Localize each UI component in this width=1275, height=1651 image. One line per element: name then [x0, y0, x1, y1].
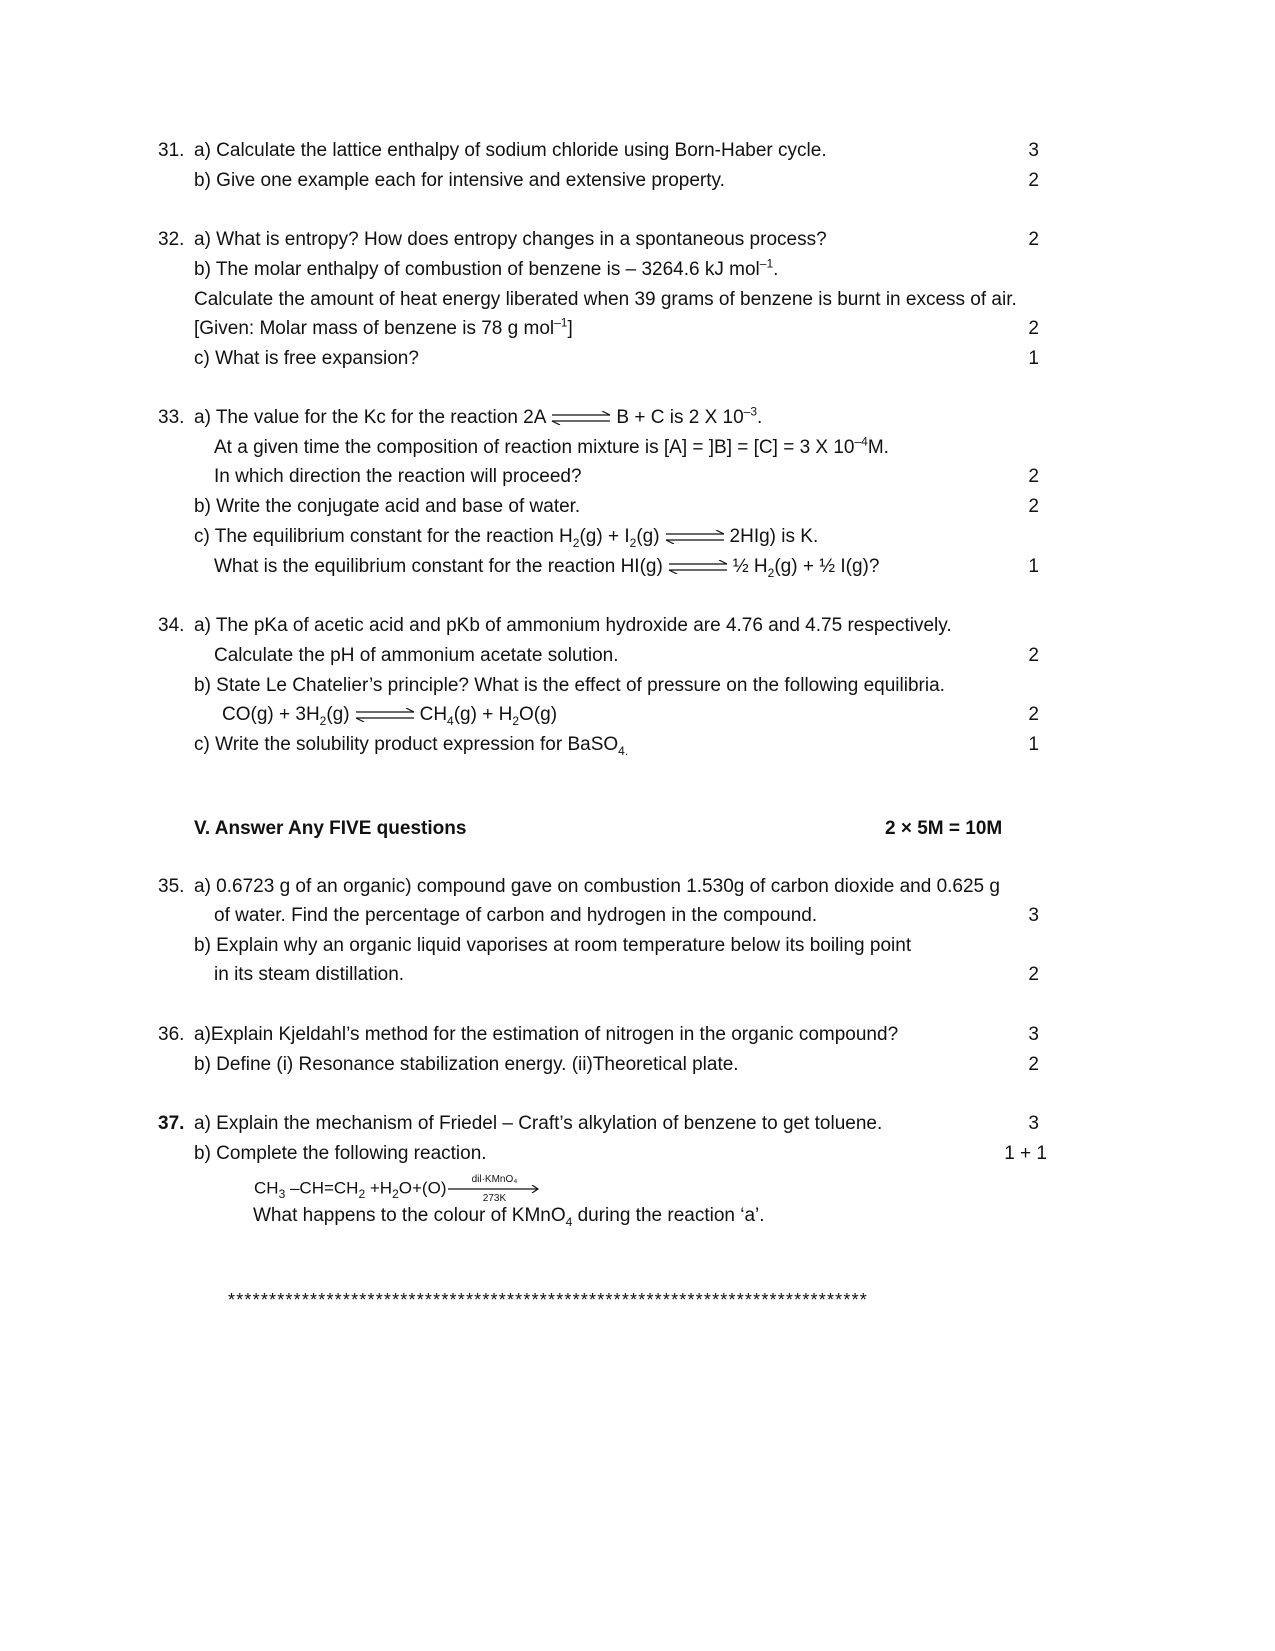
marks: 2 [1028, 170, 1039, 191]
question-text: a) 0.6723 g of an organic) compound gave on combustion 1.530g of carbon dioxide and 0.625 g [194, 876, 1000, 897]
question-text: b) Write the conjugate acid and base of water. [194, 496, 581, 517]
arrow-right-icon [448, 1185, 540, 1193]
section-marks: 2 × 5M = 10M [885, 818, 1003, 839]
question-text: c) Write the solubility product expression for BaSO$_{4.}$ [194, 734, 629, 758]
question-text: In which direction the reaction will proceed? [214, 466, 582, 487]
marks: 1 [1028, 734, 1039, 755]
question-text: b) State Le Chatelier’s principle? What is the effect of pressure on the following equilibria. [194, 675, 945, 696]
marks: 3 [1028, 1024, 1039, 1045]
question-text: Calculate the pH of ammonium acetate solution. [214, 645, 619, 666]
question-number: 33. [158, 407, 185, 428]
question-text: b) The molar enthalpy of combustion of benzene is – 3264.6 kJ mol$^{-1}$. [194, 256, 779, 280]
equilibrium-arrow-icon [664, 530, 726, 544]
marks: 1 [1028, 556, 1039, 577]
question-text: a) The value for the Kc for the reaction 2A B + C is 2 X $10^{-3}$. [194, 404, 763, 428]
question-number: 37. [158, 1113, 185, 1134]
marks: 2 [1028, 964, 1039, 985]
question-text: At a given time the composition of reaction mixture is [A] = ]B] = [C] = 3 X $10^{-4}M$. [214, 434, 889, 458]
question-number: 34. [158, 615, 185, 636]
marks: 2 [1028, 229, 1039, 250]
marks: 2 [1028, 466, 1039, 487]
question-text: What is the equilibrium constant for the reaction HI(g) ½ $H_2(g)$ + ½ I(g)? [214, 556, 880, 580]
question-text: in its steam distillation. [214, 964, 405, 985]
marks: 2 [1028, 496, 1039, 517]
question-text: a)Explain Kjeldahl’s method for the estimation of nitrogen in the organic compound? [194, 1024, 899, 1045]
question-text: [Given: Molar mass of benzene is 78 g mol$^{-1}$] [194, 315, 573, 339]
equilibrium-arrow-icon [667, 560, 729, 574]
reaction-equation: $CH_3$ $-CH=CH_2 +H_2O+(O)$ dil·KMnO₄ 273K [254, 1174, 542, 1204]
marks: 3 [1028, 905, 1039, 926]
marks: 3 [1028, 140, 1039, 161]
equilibrium-arrow-icon [354, 708, 416, 722]
marks: 2 [1028, 645, 1039, 666]
marks: 2 [1028, 318, 1039, 339]
marks: 2 [1028, 1054, 1039, 1075]
marks: 3 [1028, 1113, 1039, 1134]
question-text: b) Complete the following reaction. [194, 1143, 487, 1164]
question-number: 32. [158, 229, 185, 250]
question-text: a) The pKa of acetic acid and pKb of ammonium hydroxide are 4.76 and 4.75 respectively. [194, 615, 952, 636]
question-text: What happens to the colour of KMnO$_4$ during the reaction ‘a’. [253, 1205, 765, 1229]
question-text: of water. Find the percentage of carbon and hydrogen in the compound. [214, 905, 818, 926]
marks: 1 + 1 [1004, 1143, 1047, 1164]
question-text: a) What is entropy? How does entropy changes in a spontaneous process? [194, 229, 827, 250]
question-text: c) The equilibrium constant for the reaction $H_2(g) + I_2(g)$ 2HIg) is K. [194, 526, 819, 550]
question-text: b) Give one example each for intensive and extensive property. [194, 170, 725, 191]
reaction-condition: 273K [482, 1193, 507, 1204]
question-text: a) Explain the mechanism of Friedel – Craft’s alkylation of benzene to get toluene. [194, 1113, 883, 1134]
end-separator: ****************************************************************************** [228, 1290, 868, 1310]
question-text: Calculate the amount of heat energy liberated when 39 grams of benzene is burnt in excess of air. [194, 289, 1017, 310]
reaction-condition: dil·KMnO₄ [471, 1174, 518, 1185]
marks: 1 [1028, 348, 1039, 369]
equilibrium-arrow-icon [550, 411, 612, 425]
question-text: a) Calculate the lattice enthalpy of sodium chloride using Born-Haber cycle. [194, 140, 827, 161]
question-number: 31. [158, 140, 185, 161]
question-text: b) Explain why an organic liquid vaporises at room temperature below its boiling point [194, 935, 912, 956]
reaction-arrow [448, 1174, 540, 1204]
question-text: c) What is free expansion? [194, 348, 419, 369]
question-text: b) Define (i) Resonance stabilization energy. (ii)Theoretical plate. [194, 1054, 739, 1075]
question-number: 36. [158, 1024, 185, 1045]
question-text: $CO(g) + 3H_2(g) CH_4(g) + H_2O(g)$ [222, 704, 558, 728]
section-title: V. Answer Any FIVE questions [194, 818, 467, 839]
question-number: 35. [158, 876, 185, 897]
marks: 2 [1028, 704, 1039, 725]
